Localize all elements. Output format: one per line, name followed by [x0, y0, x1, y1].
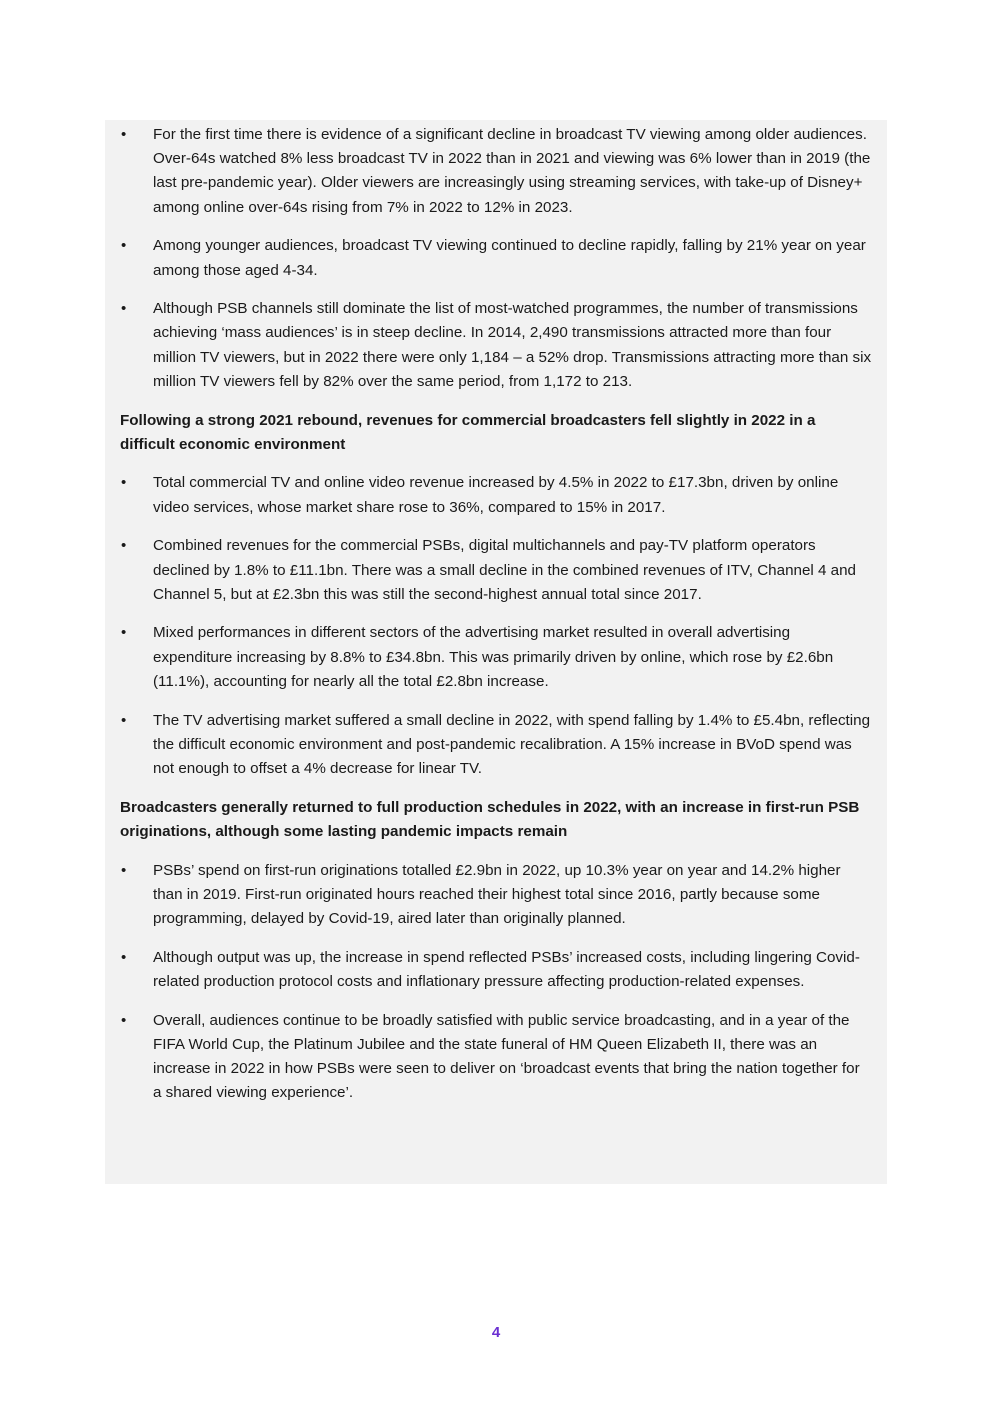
bullet-text: Mixed performances in different sectors of the advertising market resulted in overall advertising expenditure increasing by 8.8% to £34.8bn. This was primarily driven by online, which rose by £2.6bn (11.1%), accounting for nearly all the total £2.8bn increase.	[153, 624, 834, 690]
bullet-text: Among younger audiences, broadcast TV viewing continued to decline rapidly, falling by 21% year on year among those aged 4-34.	[153, 237, 866, 279]
bullet-text: Although output was up, the increase in spend reflected PSBs’ increased costs, including lingering Covid-related production protocol costs and inflationary pressure affecting production-related expenses.	[153, 948, 860, 990]
bullet-icon: •	[121, 861, 127, 879]
bullet-icon: •	[121, 237, 127, 255]
list-item	[120, 234, 872, 282]
bullet-list-production	[120, 859, 872, 1106]
section-heading-revenues: Following a strong 2021 rebound, revenues for commercial broadcasters fell slightly in 2022 in a difficult economic environment	[120, 411, 816, 453]
list-item	[120, 123, 872, 220]
bullet-text: Overall, audiences continue to be broadly satisfied with public service broadcasting, and in a year of the FIFA World Cup, the Platinum Jubilee and the state funeral of HM Queen Elizabeth II, there was an increase in 2022 in how PSBs were seen to deliver on ‘broadcast events that bring the nation together for a shared viewing experience’.	[153, 1011, 860, 1102]
bullet-text: The TV advertising market suffered a small decline in 2022, with spend falling by 1.4% to £5.4bn, reflecting the difficult economic environment and post-pandemic recalibration. A 15% increase in BVoD spend was not enough to offset a 4% decrease for linear TV.	[153, 711, 871, 777]
bullet-text: Combined revenues for the commercial PSBs, digital multichannels and pay-TV platform operators declined by 1.8% to £11.1bn. There was a small decline in the combined revenues of ITV, Channel 4 and Channel 5, but at £2.3bn this was still the second-highest annual total since 2017.	[153, 537, 857, 603]
bullet-icon: •	[121, 1011, 127, 1029]
list-item	[120, 946, 872, 994]
bullet-list-revenues	[120, 471, 872, 781]
bullet-icon: •	[121, 537, 127, 555]
page-number: 4	[491, 1324, 501, 1341]
bullet-icon: •	[121, 624, 127, 642]
list-item	[120, 297, 872, 394]
summary-panel	[105, 120, 887, 1184]
summary-content	[120, 120, 872, 1105]
list-item	[120, 709, 872, 782]
bullet-icon: •	[121, 300, 127, 318]
bullet-text: For the first time there is evidence of a significant decline in broadcast TV viewing among older audiences. Over-64s watched 8% less broadcast TV in 2022 than in 2021 and viewing was 6% lower than in 2019 (the last pre-pandemic year). Older viewers are increasingly using streaming services, with take-up of Disney+ among online over-64s rising from 7% in 2022 to 12% in 2023.	[153, 126, 871, 216]
bullet-text: PSBs’ spend on first-run originations totalled £2.9bn in 2022, up 10.3% year on year and 14.2% higher than in 2019. First-run originated hours reached their highest total since 2016, partly because some programming, delayed by Covid-19, aired later than originally planned.	[153, 861, 841, 927]
bullet-icon: •	[121, 948, 127, 966]
section-heading-production: Broadcasters generally returned to full production schedules in 2022, with an increase in first-run PSB originations, although some lasting pandemic impacts remain	[120, 798, 860, 840]
bullet-icon: •	[121, 474, 127, 492]
bullet-text: Total commercial TV and online video revenue increased by 4.5% in 2022 to £17.3bn, driven by online video services, whose market share rose to 36%, compared to 15% in 2017.	[153, 474, 839, 516]
list-item	[120, 859, 872, 932]
bullet-icon: •	[121, 711, 127, 729]
list-item	[120, 1009, 872, 1106]
list-item	[120, 471, 872, 519]
list-item	[120, 621, 872, 694]
bullet-list-viewing	[120, 120, 872, 394]
list-item	[120, 534, 872, 607]
bullet-text: Although PSB channels still dominate the list of most-watched programmes, the number of transmissions achieving ‘mass audiences’ is in steep decline. In 2014, 2,490 transmissions attracted more than four million TV viewers, but in 2022 there were only 1,184 – a 52% drop. Transmissions attracting more than six million TV viewers fell by 82% over the same period, from 1,172 to 213.	[153, 300, 872, 390]
bullet-icon: •	[121, 126, 127, 143]
